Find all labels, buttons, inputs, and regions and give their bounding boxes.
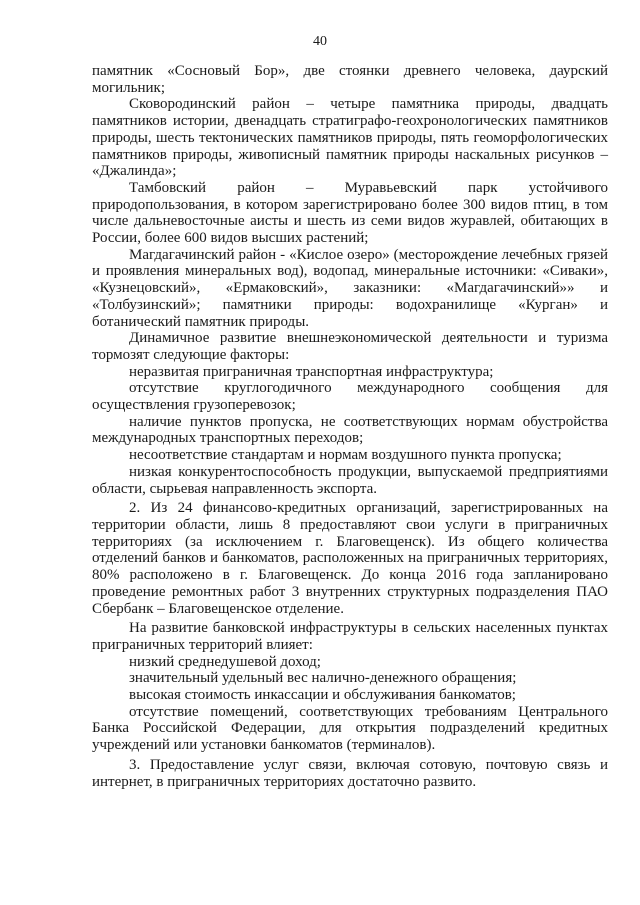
list-item: отсутствие помещений, соответствующих требованиям Центрального Банка Российской Федерации, для открытия подразделений кредитных учреждений или установки банкоматов (терминалов). [92, 703, 608, 754]
list-item: несоответствие стандартам и нормам воздушного пункта пропуска; [129, 447, 562, 464]
paragraph: Динамичное развитие внешнеэкономической деятельности и туризма тормозят следующие факторы: [92, 330, 608, 363]
paragraph: На развитие банковской инфраструктуры в сельских населенных пунктах приграничных территорий влияет: [92, 620, 608, 653]
list-item: высокая стоимость инкассации и обслуживания банкоматов; [129, 687, 516, 704]
list-item: отсутствие круглогодичного международного сообщения для осуществления грузоперевозок; [92, 380, 608, 414]
paragraph: 3. Предоставление услуг связи, включая сотовую, почтовую связь и интернет, в приграничных территориях достаточно развито. [92, 756, 608, 790]
page-number: 40 [313, 34, 327, 49]
paragraph: Тамбовский район – Муравьевский парк устойчивого природопользования, в котором зарегистрировано более 300 видов птиц, в том числе дальневосточные аисты и шесть из семи видов журавлей, обитающих в России, более 600 видов высших растений; [92, 179, 608, 247]
paragraph: Магдагачинский район - «Кислое озеро» (месторождение лечебных грязей и проявления минеральных вод), водопад, минеральные источники: «Сиваки», «Кузнецовский», «Ермаковский», заказники: «Магдагачинский»» и «Толбузинский»; памятники природы: водохранилище «Курган» и ботанический памятник природы. [92, 246, 608, 330]
list-item: наличие пунктов пропуска, не соответствующих нормам обустройства международных транспортных переходов; [92, 413, 608, 447]
list-item: низкая конкурентоспособность продукции, выпускаемой предприятиями области, сырьевая направленность экспорта. [92, 463, 608, 497]
paragraph: 2. Из 24 финансово-кредитных организаций, зарегистрированных на территории области, лишь 8 предоставляют свои услуги в приграничных территориях (за исключением г. Благовещенск). Из общего количества отделений банков и банкоматов, расположенных на приграничных территориях, 80% расположено в г. Благовещенск. До конца 2016 года запланировано проведение ремонтных работ 3 внутренних структурных подразделения ПАО Сбербанк – Благовещенское отделение. [92, 500, 608, 617]
document-body [92, 63, 608, 790]
paragraph: Сковородинский район – четыре памятника природы, двадцать памятников истории, двенадцать стратиграфо-геохронологических памятников природы, шесть тектонических памятников природы, пять геоморфологических памятников природы, живописный памятник природы наскальных рисунков – «Джалинда»; [92, 96, 608, 180]
paragraph: памятник «Сосновый Бор», две стоянки древнего человека, даурский могильник; [92, 63, 608, 96]
list-item: низкий среднедушевой доход; [129, 653, 321, 670]
list-item: неразвитая приграничная транспортная инфраструктура; [129, 363, 494, 380]
list-item: значительный удельный вес налично-денежного обращения; [129, 670, 517, 687]
